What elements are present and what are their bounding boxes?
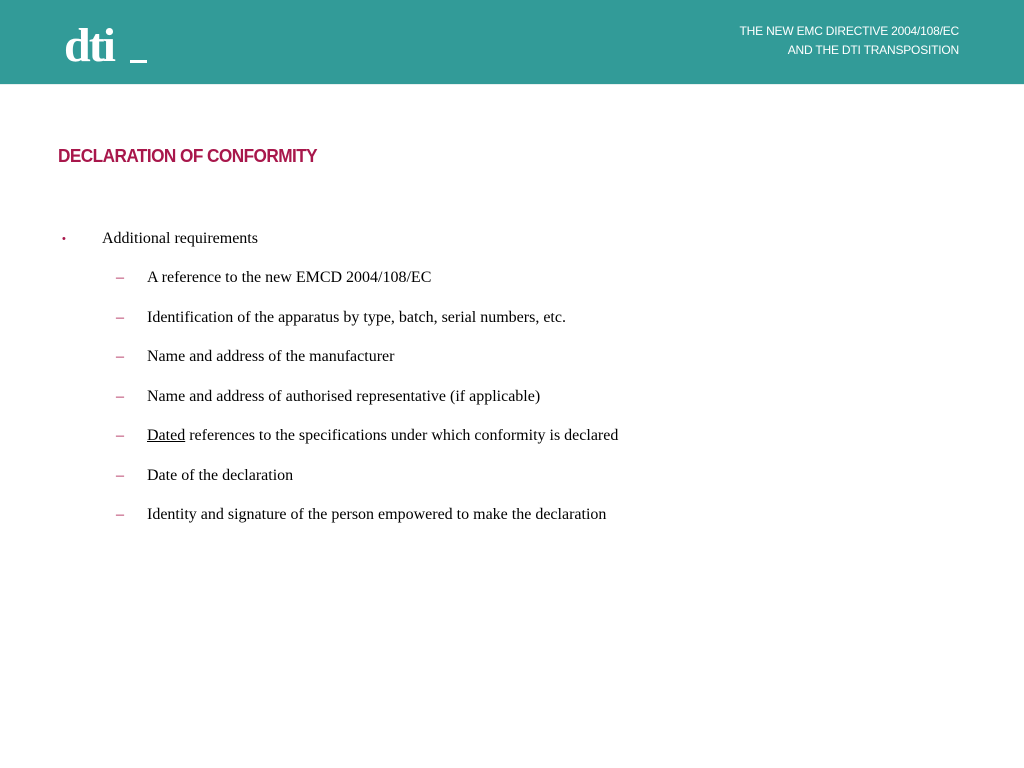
sub-item-text: Identification of the apparatus by type, batch, serial numbers, etc. xyxy=(147,309,566,326)
sub-item xyxy=(0,346,900,368)
sub-item-text: A reference to the new EMCD 2004/108/EC xyxy=(147,269,432,286)
header-bar xyxy=(0,0,1024,84)
dash-icon: – xyxy=(116,506,124,523)
sub-item xyxy=(0,307,900,329)
sub-item xyxy=(0,504,900,526)
sub-item-text: Name and address of the manufacturer xyxy=(147,348,395,365)
dash-icon: – xyxy=(116,467,124,484)
sub-item xyxy=(0,386,900,408)
sub-item xyxy=(0,267,900,289)
dash-icon: – xyxy=(116,309,124,326)
bullet-label: Additional requirements xyxy=(102,230,258,247)
dash-icon: – xyxy=(116,348,124,365)
header-divider xyxy=(0,84,1024,85)
dash-icon: – xyxy=(116,269,124,286)
svg-text:dti: dti xyxy=(64,20,115,66)
sub-item xyxy=(0,465,900,487)
subtitle-line-1: THE NEW EMC DIRECTIVE 2004/108/EC xyxy=(739,24,959,38)
sub-item-text: Identity and signature of the person empowered to make the declaration xyxy=(147,506,607,523)
dated-emphasis: Dated xyxy=(147,427,186,444)
dti-logo xyxy=(64,20,148,66)
bullet-dot-icon: • xyxy=(62,233,66,245)
presentation-subtitle xyxy=(740,22,959,60)
sub-item-text: Name and address of authorised representative (if applicable) xyxy=(147,388,541,405)
dash-icon: – xyxy=(116,427,124,444)
sub-item-text: Date of the declaration xyxy=(147,467,294,484)
sub-item xyxy=(0,425,900,447)
sub-item-text xyxy=(147,425,618,447)
sub-item-text-rest: references to the specifications under which conformity is declared xyxy=(185,427,619,444)
slide-title: DECLARATION OF CONFORMITY xyxy=(58,145,318,166)
bullet-item xyxy=(0,228,600,250)
subtitle-line-2: AND THE DTI TRANSPOSITION xyxy=(787,43,959,57)
dash-icon: – xyxy=(116,388,124,405)
